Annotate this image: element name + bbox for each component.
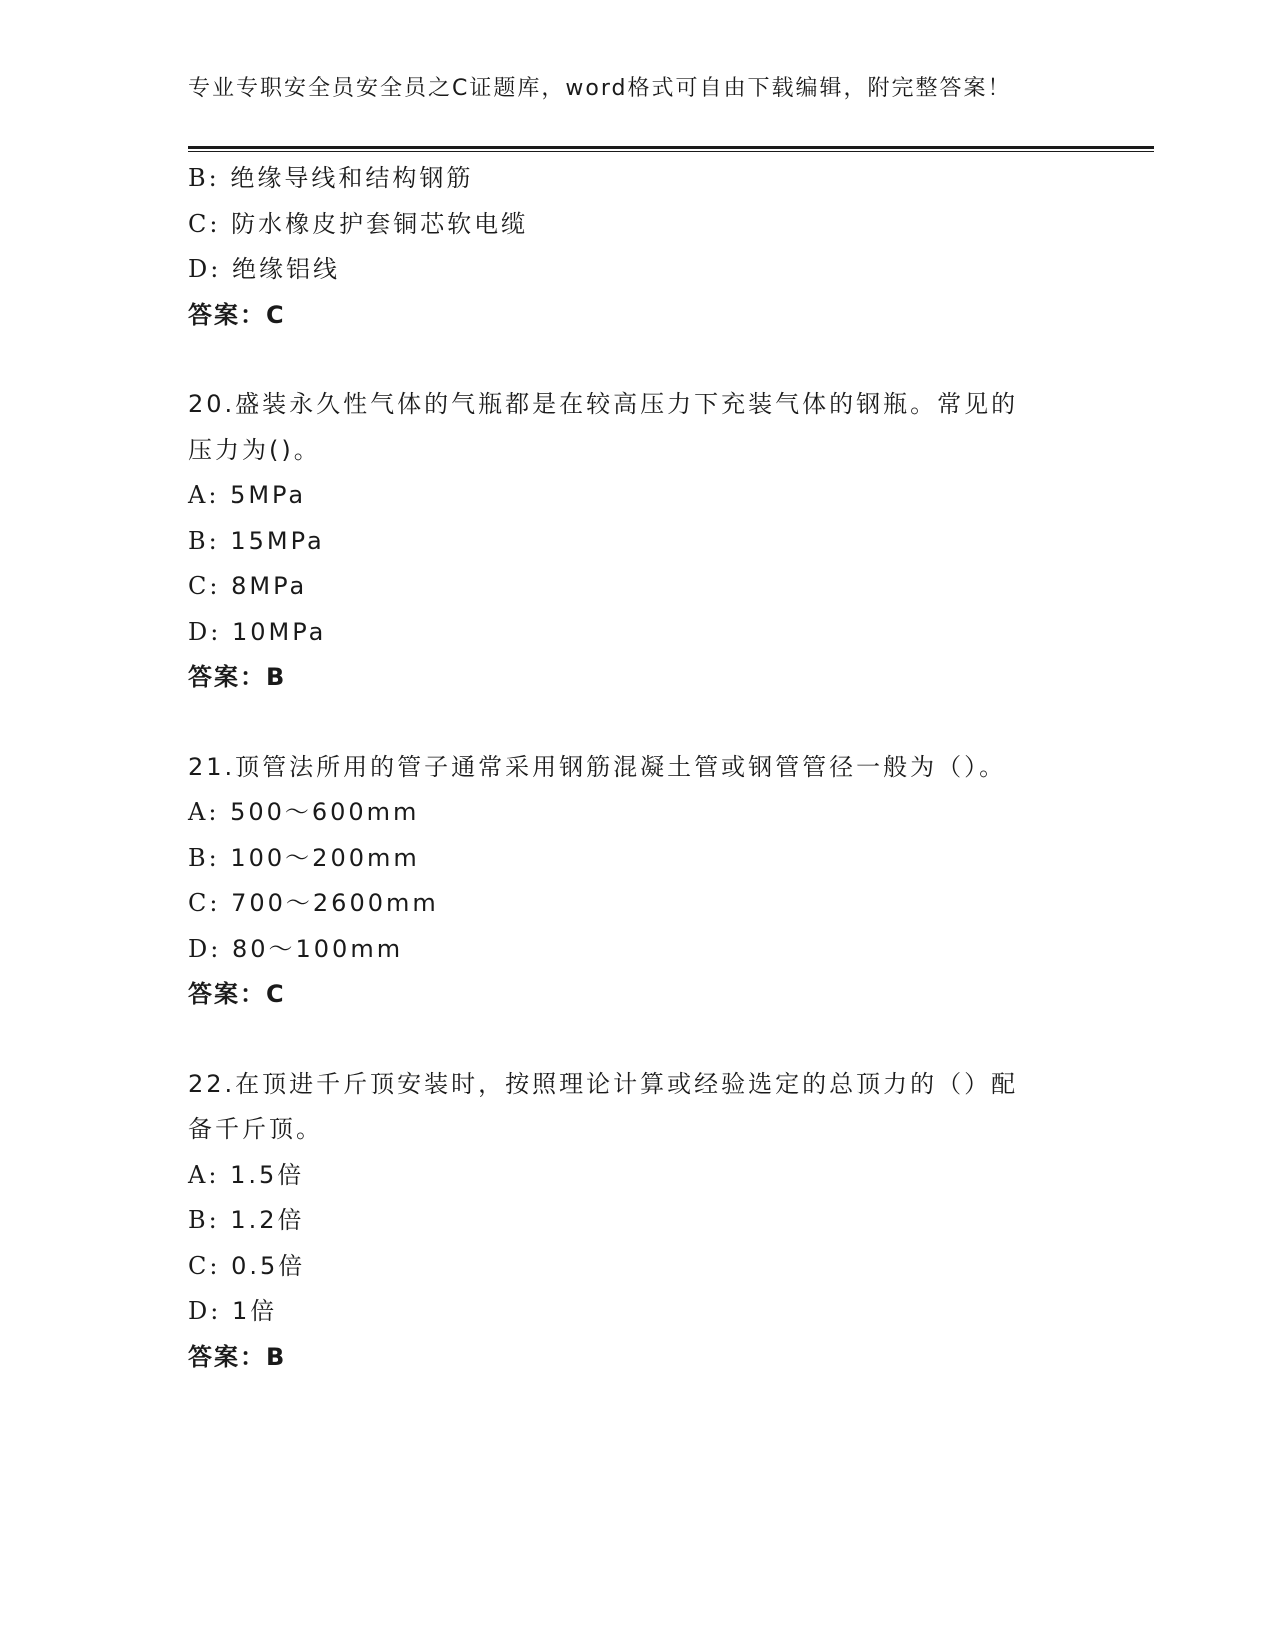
question-text: 20.盛装永久性气体的气瓶都是在较高压力下充装气体的钢瓶。常见的 xyxy=(188,390,1019,418)
option-b: B: 15MPa xyxy=(188,526,325,555)
option-c: C: 防水橡皮护套铜芯软电缆 xyxy=(188,209,529,238)
spacer xyxy=(188,1018,1088,1062)
option-b: B: 绝缘导线和结构钢筋 xyxy=(188,164,474,192)
option-d: D: 1倍 xyxy=(188,1297,278,1325)
answer-line: 答案：B xyxy=(188,1342,287,1371)
question-text-continued: 备千斤顶。 xyxy=(188,1115,323,1143)
spacer xyxy=(188,701,1088,745)
question-list xyxy=(188,156,1088,1380)
option-a: A: 5MPa xyxy=(188,481,307,509)
option-a: A: 1.5倍 xyxy=(188,1160,305,1189)
option-c: C: 8MPa xyxy=(188,572,308,600)
question-block-19 xyxy=(188,156,1088,338)
option-a: A: 500～600mm xyxy=(188,798,420,826)
option-d: D: 80～100mm xyxy=(188,934,404,963)
question-block-21 xyxy=(188,745,1088,1018)
question-block-22 xyxy=(188,1062,1088,1381)
question-text: 22.在顶进千斤顶安装时，按照理论计算或经验选定的总顶力的（）配 xyxy=(188,1069,1019,1098)
question-text-continued: 压力为()。 xyxy=(188,435,321,464)
question-block-20 xyxy=(188,382,1088,701)
question-text: 21.顶管法所用的管子通常采用钢筋混凝土管或钢管管径一般为（）。 xyxy=(188,752,1007,781)
header-divider-thin xyxy=(188,151,1154,152)
spacer xyxy=(188,338,1088,382)
option-c: C: 0.5倍 xyxy=(188,1251,306,1280)
answer-line: 答案：C xyxy=(188,980,286,1008)
header-divider-thick xyxy=(188,146,1154,149)
answer-line: 答案：B xyxy=(188,663,287,691)
option-c: C: 700～2600mm xyxy=(188,889,439,917)
answer-line: 答案：C xyxy=(188,300,286,329)
page-header-title: 专业专职安全员安全员之C证题库，word格式可自由下载编辑，附完整答案！ xyxy=(188,76,1012,101)
option-d: D: 10MPa xyxy=(188,617,327,646)
option-d: D: 绝缘铝线 xyxy=(188,255,340,283)
option-b: B: 100～200mm xyxy=(188,843,420,872)
option-b: B: 1.2倍 xyxy=(188,1206,305,1234)
